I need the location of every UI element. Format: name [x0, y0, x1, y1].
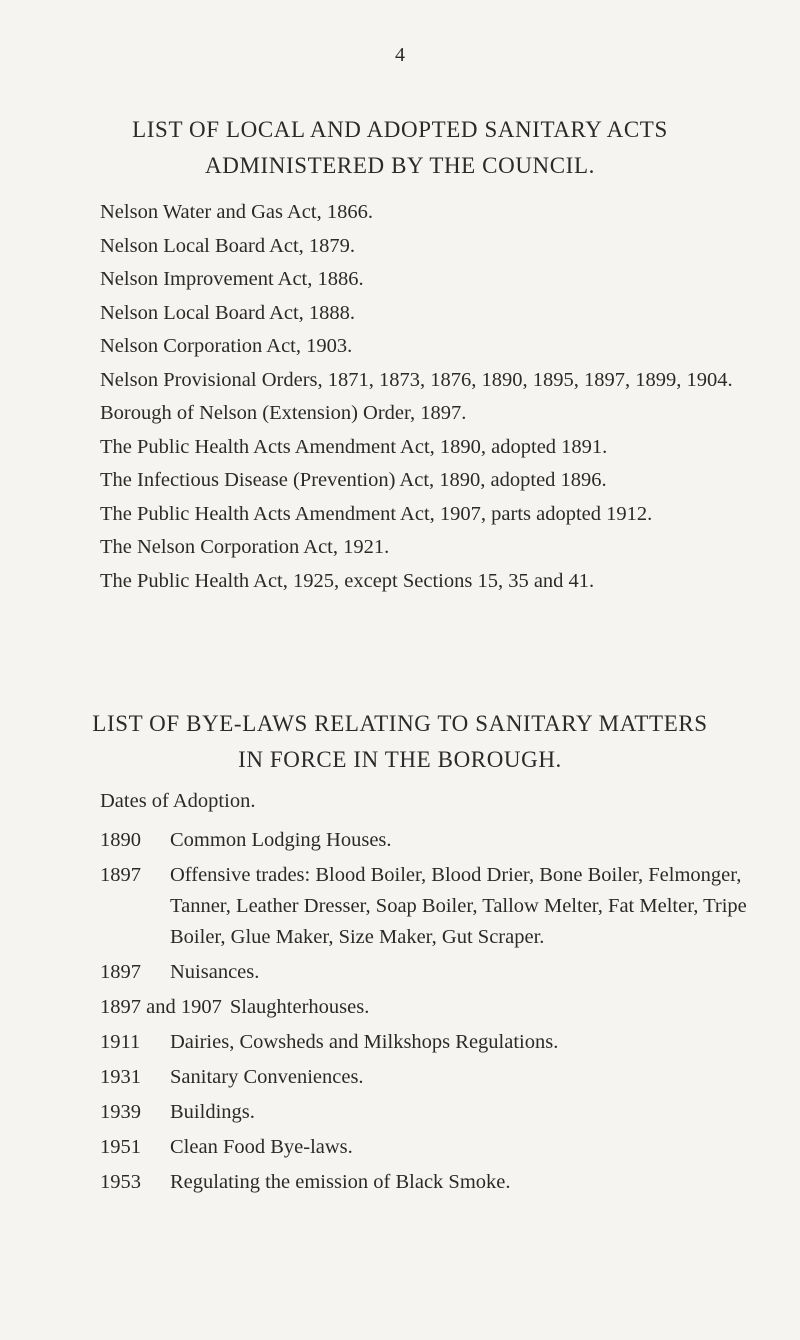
act-item: Nelson Water and Gas Act, 1866.	[100, 201, 373, 223]
byelaws-list	[100, 825, 780, 1202]
byelaw-year: 1897	[100, 961, 141, 983]
byelaw-description: Dairies, Cowsheds and Milkshops Regulations.	[170, 1031, 559, 1053]
byelaw-description: Clean Food Bye-laws.	[170, 1136, 353, 1158]
byelaw-description: Slaughterhouses.	[229, 996, 370, 1018]
byelaw-year: 1939	[100, 1101, 141, 1123]
byelaw-description: Regulating the emission of Black Smoke.	[170, 1171, 511, 1193]
byelaw-row	[100, 1062, 780, 1093]
byelaw-description: Nuisances.	[170, 961, 260, 983]
acts-list	[100, 196, 780, 598]
byelaw-year: 1953	[100, 1171, 141, 1193]
act-item: Nelson Corporation Act, 1903.	[100, 335, 353, 357]
dates-of-adoption-heading: Dates of Adoption.	[100, 790, 256, 812]
byelaw-description: Common Lodging Houses.	[170, 829, 392, 851]
byelaw-row	[100, 1097, 780, 1128]
byelaw-row	[100, 1132, 780, 1163]
act-item: Nelson Improvement Act, 1886.	[100, 268, 364, 290]
byelaw-description: Offensive trades: Blood Boiler, Blood Drier, Bone Boiler, Felmonger, Tanner, Leather Dresser, Soap Boiler, Tallow Melter, Fat Melter, Tripe Boiler, Glue Maker, Size Maker, Gut Scraper.	[170, 864, 747, 948]
byelaws-section-title	[0, 706, 800, 778]
byelaw-row	[100, 992, 780, 1023]
byelaw-year: 1911	[100, 1031, 141, 1053]
byelaw-year: 1897	[100, 864, 141, 886]
byelaw-year: 1931	[100, 1066, 141, 1088]
byelaw-row	[100, 1167, 780, 1198]
act-item: Nelson Local Board Act, 1879.	[100, 234, 356, 257]
acts-title-line-2: ADMINISTERED BY THE COUNCIL.	[205, 153, 595, 178]
byelaw-year: 1897 and 1907	[100, 996, 222, 1018]
act-item: The Infectious Disease (Prevention) Act, 1890, adopted 1896.	[100, 469, 607, 491]
act-item: Nelson Provisional Orders, 1871, 1873, 1876, 1890, 1895, 1897, 1899, 1904.	[100, 368, 733, 391]
byelaw-row	[100, 957, 780, 988]
acts-title-line-1: LIST OF LOCAL AND ADOPTED SANITARY ACTS	[132, 117, 668, 142]
byelaw-row	[100, 1027, 780, 1058]
acts-section-title	[0, 112, 800, 184]
byelaw-description: Sanitary Conveniences.	[170, 1066, 364, 1088]
byelaw-description: Buildings.	[170, 1101, 255, 1123]
act-item: The Public Health Acts Amendment Act, 1907, parts adopted 1912.	[100, 502, 653, 525]
act-item: Borough of Nelson (Extension) Order, 1897.	[100, 402, 467, 424]
act-item: The Public Health Acts Amendment Act, 1890, adopted 1891.	[100, 435, 608, 458]
byelaw-year: 1890	[100, 829, 141, 851]
act-item: The Public Health Act, 1925, except Sections 15, 35 and 41.	[100, 569, 595, 592]
byelaw-year: 1951	[100, 1136, 141, 1158]
act-item: Nelson Local Board Act, 1888.	[100, 301, 356, 324]
byelaws-title-line-1: LIST OF BYE-LAWS RELATING TO SANITARY MATTERS	[92, 711, 708, 736]
byelaw-row	[100, 825, 780, 856]
page-number: 4	[395, 44, 405, 66]
byelaws-title-line-2: IN FORCE IN THE BOROUGH.	[238, 747, 562, 772]
act-item: The Nelson Corporation Act, 1921.	[100, 536, 390, 558]
byelaw-row	[100, 860, 780, 953]
